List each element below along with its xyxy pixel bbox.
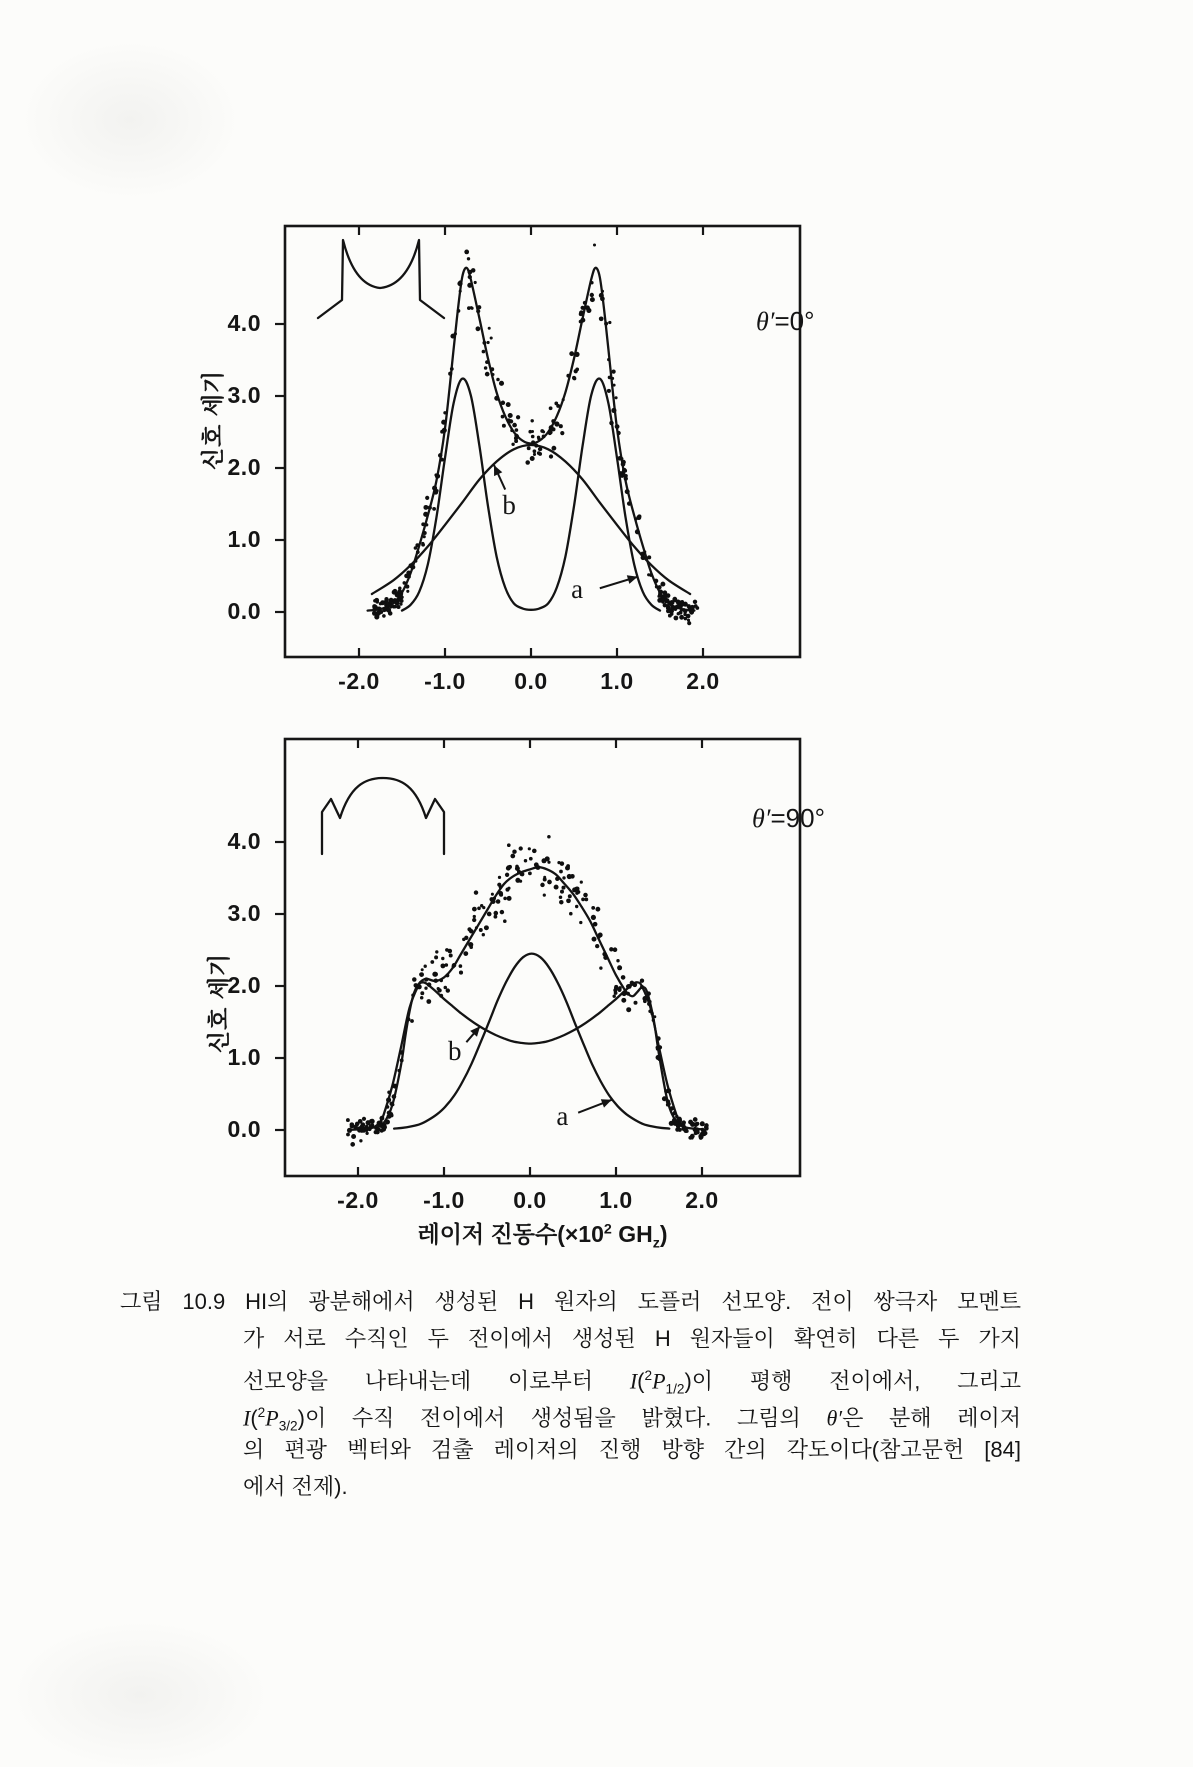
caption-line-5: 의 편광 벡터와 검출 레이저의 진행 방향 간의 각도이다(참고문헌 [84] bbox=[243, 1437, 1021, 1462]
theta-label-top: θ′=0° bbox=[756, 306, 815, 336]
inset-profile-bottom bbox=[322, 778, 444, 854]
x-tick-label: 2.0 bbox=[686, 668, 720, 694]
x-tick-label: 1.0 bbox=[600, 668, 634, 694]
y-tick-label: 1.0 bbox=[227, 526, 261, 552]
plot-panel-top bbox=[275, 226, 800, 657]
inset-profile-top bbox=[318, 240, 444, 318]
caption-line-1: 그림 10.9 HI의 광분해에서 생성된 H 원자의 도플러 선모양. 전이 쌍극자 모멘트 bbox=[120, 1289, 1021, 1314]
y-tick-label: 2.0 bbox=[227, 454, 261, 480]
annotation-label-a-top: a bbox=[571, 573, 584, 604]
curve-a-top bbox=[402, 379, 660, 611]
caption-line-6: 에서 전제). bbox=[243, 1474, 348, 1499]
caption-line-2: 가 서로 수직인 두 전이에서 생성된 H 원자들이 확연히 다른 두 가지 bbox=[243, 1326, 1021, 1351]
caption-line-3: 선모양을 나타내는데 이로부터 $I(^2P_{1/2})$이 평행 전이에서, 그리고 bbox=[243, 1368, 1021, 1397]
y-tick-label: 3.0 bbox=[227, 382, 261, 408]
plot-frame-bottom bbox=[285, 739, 800, 1176]
y-tick-label: 3.0 bbox=[227, 900, 261, 926]
curve-b-bottom bbox=[375, 982, 685, 1126]
y-tick-label: 1.0 bbox=[227, 1044, 261, 1070]
y-tick-label: 4.0 bbox=[227, 828, 261, 854]
y-axis-title-top: 신호 세기 bbox=[199, 369, 226, 471]
theta-label-bottom: θ′=90° bbox=[752, 803, 825, 833]
x-tick-label: -1.0 bbox=[423, 1187, 465, 1213]
curve-b-top bbox=[372, 445, 690, 594]
x-tick-label: 2.0 bbox=[685, 1187, 719, 1213]
x-tick-label: 1.0 bbox=[599, 1187, 633, 1213]
x-axis-title: 레이저 진동수($\times 10^2$ $GH_z$) bbox=[417, 1221, 668, 1252]
annotation-label-a-bottom: a bbox=[556, 1101, 569, 1132]
plot-panel-bottom bbox=[275, 739, 800, 1176]
y-axis-title-bottom: 신호 세기 bbox=[205, 952, 232, 1054]
tick-marks-top bbox=[275, 226, 703, 657]
scatter-points-bottom bbox=[346, 835, 709, 1147]
x-tick-label: -2.0 bbox=[338, 668, 380, 694]
x-tick-label: -1.0 bbox=[424, 668, 466, 694]
annotation-label-b-bottom: b bbox=[448, 1035, 462, 1066]
tick-marks-bottom bbox=[275, 739, 702, 1176]
y-tick-label: 0.0 bbox=[227, 598, 261, 624]
y-tick-label: 2.0 bbox=[227, 972, 261, 998]
y-tick-label: 4.0 bbox=[227, 310, 261, 336]
annotation-label-b-top: b bbox=[502, 489, 516, 520]
caption-line-4: $I(^2P_{3/2})$이 수직 전이에서 생성됨을 밝혔다. 그림의 θ′은 분해 레이저 bbox=[243, 1405, 1021, 1434]
x-tick-label: 0.0 bbox=[514, 668, 548, 694]
plot-frame-top bbox=[285, 226, 800, 657]
x-tick-label: 0.0 bbox=[513, 1187, 547, 1213]
x-tick-label: -2.0 bbox=[337, 1187, 379, 1213]
curve-fit-bottom bbox=[349, 867, 702, 1130]
y-tick-label: 0.0 bbox=[227, 1116, 261, 1142]
